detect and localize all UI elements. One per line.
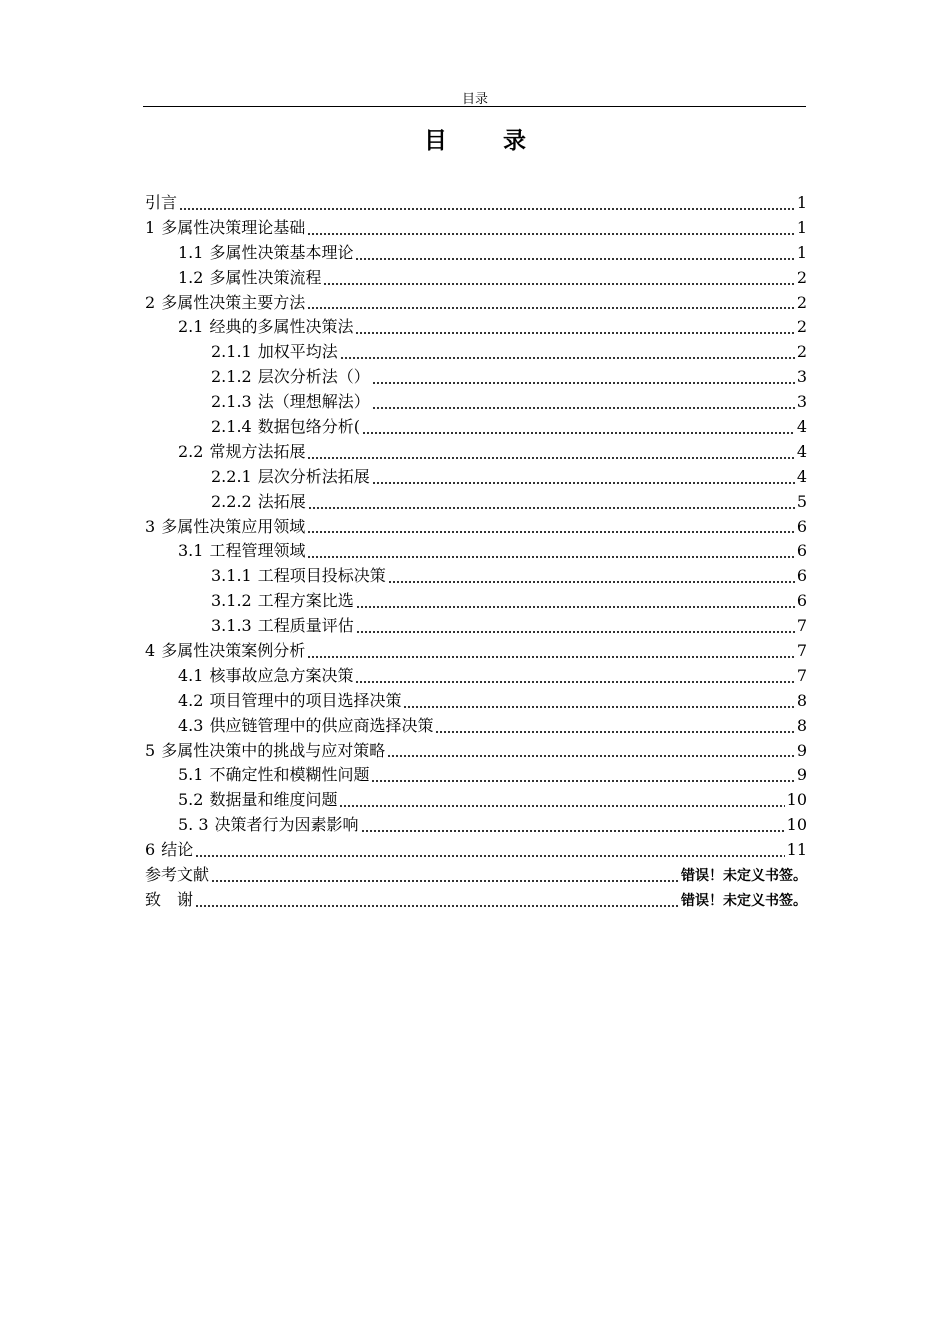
toc-entry-label: 不确定性和模糊性问题 <box>209 765 370 785</box>
toc-entry[interactable] <box>145 613 807 638</box>
toc-entry-label: 致 谢 <box>145 889 194 909</box>
running-header: 目录 <box>461 92 488 107</box>
toc-bookmark-error: 错误！未定义书签。 <box>681 868 807 885</box>
toc-entry-label: 多属性决策流程 <box>209 267 322 287</box>
toc-entry[interactable] <box>145 812 807 837</box>
toc-entry-label: 工程质量评估 <box>257 616 354 636</box>
toc-entry-number: 4.2 <box>178 690 204 710</box>
dot-leader <box>307 222 795 236</box>
toc-entry-label: 经典的多属性决策法 <box>209 317 354 337</box>
toc-entry-label: 多属性决策理论基础 <box>161 217 306 237</box>
toc-entry[interactable] <box>145 588 807 613</box>
toc-entry-label: 数据包络分析( <box>257 417 360 437</box>
toc-entry-number: 1.2 <box>178 267 204 287</box>
toc-entry-number: 2.1.4 <box>211 417 252 437</box>
dot-leader <box>355 670 794 684</box>
toc-entry-page: 2 <box>796 317 807 337</box>
toc-entry-label: 法拓展 <box>257 491 306 511</box>
toc-entry-page: 8 <box>796 715 807 735</box>
toc-entry-number: 2.2.2 <box>211 491 252 511</box>
toc-entry[interactable] <box>145 364 807 389</box>
toc-entry-label: 供应链管理中的供应商选择决策 <box>209 715 434 735</box>
dot-leader <box>307 645 795 659</box>
toc-entry-number: 3.1.3 <box>211 616 252 636</box>
dot-leader <box>403 695 794 709</box>
toc-entry[interactable] <box>145 314 807 339</box>
toc-entry-number: 5. 3 <box>178 815 209 835</box>
toc-entry-label: 核事故应急方案决策 <box>209 665 354 685</box>
toc-entry[interactable] <box>145 887 807 912</box>
toc-entry-page: 6 <box>796 566 807 586</box>
toc-entry[interactable] <box>145 787 807 812</box>
toc-entry-number: 2.1.3 <box>211 392 252 412</box>
toc-entry[interactable] <box>145 663 807 688</box>
dot-leader <box>372 396 795 410</box>
toc-entry-number: 2.1.2 <box>211 367 252 387</box>
dot-leader <box>307 520 795 534</box>
toc-entry[interactable] <box>145 762 807 787</box>
toc-entry[interactable] <box>145 414 807 439</box>
toc-entry-number: 4.1 <box>178 665 204 685</box>
dot-leader <box>356 595 795 609</box>
toc-entry-label: 工程管理领域 <box>209 541 306 561</box>
toc-entry-page: 1 <box>796 242 807 262</box>
toc-entry[interactable] <box>145 837 807 862</box>
toc-entry[interactable] <box>145 713 807 738</box>
toc-entry-label: 工程项目投标决策 <box>257 566 386 586</box>
toc-entry[interactable] <box>145 439 807 464</box>
dot-leader <box>388 570 795 584</box>
toc-entry-number: 2.2 <box>178 441 204 461</box>
toc-entry-page: 3 <box>796 367 807 387</box>
toc-entry-label: 数据量和维度问题 <box>209 790 338 810</box>
toc-entry[interactable] <box>145 538 807 563</box>
toc-entry-label: 引言 <box>145 193 178 212</box>
toc-entry-page: 4 <box>796 441 807 461</box>
toc-entry[interactable] <box>145 688 807 713</box>
toc-entry-page: 2 <box>796 342 807 362</box>
toc-entry-page: 6 <box>796 516 807 536</box>
table-of-contents <box>145 190 807 912</box>
toc-entry-label: 法（理想解法） <box>257 392 370 412</box>
dot-leader <box>371 769 794 783</box>
dot-leader <box>372 471 795 485</box>
dot-leader <box>356 620 795 634</box>
toc-entry[interactable] <box>145 290 807 315</box>
toc-entry-number: 5.2 <box>178 790 204 810</box>
toc-entry-page: 2 <box>796 267 807 287</box>
toc-entry-page: 6 <box>796 541 807 561</box>
toc-entry-number: 5 <box>145 740 156 760</box>
toc-entry[interactable] <box>145 190 807 215</box>
toc-bookmark-error: 错误！未定义书签。 <box>681 892 807 909</box>
header-rule <box>143 106 806 107</box>
toc-entry[interactable] <box>145 862 807 887</box>
toc-entry-label: 工程方案比选 <box>257 591 354 611</box>
toc-entry[interactable] <box>145 389 807 414</box>
toc-entry[interactable] <box>145 738 807 763</box>
toc-entry-number: 6 <box>145 840 156 860</box>
toc-entry-page: 1 <box>796 217 807 237</box>
dot-leader <box>435 720 794 734</box>
toc-entry-label: 多属性决策主要方法 <box>161 292 306 312</box>
toc-entry-label: 多属性决策应用领域 <box>161 516 306 536</box>
toc-entry-label: 层次分析法拓展 <box>257 466 370 486</box>
dot-leader <box>307 296 795 310</box>
toc-entry-number: 2.1 <box>178 317 204 337</box>
toc-entry-label: 项目管理中的项目选择决策 <box>209 690 402 710</box>
dot-leader <box>323 272 794 286</box>
toc-entry-page: 7 <box>796 641 807 661</box>
dot-leader <box>211 869 679 883</box>
dot-leader <box>355 321 794 335</box>
toc-entry-page: 9 <box>796 765 807 785</box>
dot-leader <box>179 197 795 211</box>
toc-entry-label: 多属性决策中的挑战与应对策略 <box>161 740 386 760</box>
toc-entry-label: 加权平均法 <box>257 342 338 362</box>
toc-entry-label: 常规方法拓展 <box>209 441 306 461</box>
toc-entry-label: 参考文献 <box>145 865 210 885</box>
toc-entry[interactable] <box>145 464 807 489</box>
dot-leader <box>308 496 795 510</box>
dot-leader <box>355 247 794 261</box>
toc-entry-page: 4 <box>796 466 807 486</box>
toc-entry-number: 2.2.1 <box>211 466 252 486</box>
toc-entry-page: 7 <box>796 616 807 636</box>
toc-entry-page: 4 <box>796 417 807 437</box>
toc-entry-label: 结论 <box>161 840 194 860</box>
toc-entry-page: 5 <box>796 491 807 511</box>
toc-entry-page: 10 <box>786 790 807 810</box>
toc-entry[interactable] <box>145 265 807 290</box>
dot-leader <box>195 894 679 908</box>
toc-entry-page: 7 <box>796 665 807 685</box>
toc-entry-number: 3.1.2 <box>211 591 252 611</box>
toc-entry-page: 3 <box>796 392 807 412</box>
toc-entry-number: 3.1 <box>178 541 204 561</box>
toc-entry-page: 6 <box>796 591 807 611</box>
toc-entry[interactable] <box>145 240 807 265</box>
toc-entry[interactable] <box>145 339 807 364</box>
dot-leader <box>307 446 794 460</box>
toc-entry-page: 2 <box>796 292 807 312</box>
toc-entry[interactable] <box>145 489 807 514</box>
dot-leader <box>339 794 784 808</box>
toc-entry[interactable] <box>145 514 807 539</box>
dot-leader <box>361 819 785 833</box>
toc-entry-page: 10 <box>786 815 807 835</box>
toc-entry-label: 多属性决策基本理论 <box>209 242 354 262</box>
toc-entry-page: 9 <box>796 740 807 760</box>
dot-leader <box>340 346 795 360</box>
dot-leader <box>195 844 784 858</box>
dot-leader <box>307 545 794 559</box>
dot-leader <box>372 371 795 385</box>
toc-entry[interactable] <box>145 563 807 588</box>
toc-entry[interactable] <box>145 215 807 240</box>
toc-entry-number: 4 <box>145 641 156 661</box>
toc-entry-number: 3.1.1 <box>211 566 252 586</box>
toc-entry-label: 层次分析法（） <box>257 367 370 387</box>
toc-entry-number: 5.1 <box>178 765 204 785</box>
page-title: 目 录 <box>423 128 550 154</box>
toc-entry-label: 决策者行为因素影响 <box>214 815 359 835</box>
dot-leader <box>362 421 795 435</box>
toc-entry-page: 11 <box>786 840 807 860</box>
toc-entry[interactable] <box>145 638 807 663</box>
toc-entry-number: 2.1.1 <box>211 342 252 362</box>
toc-entry-number: 2 <box>145 292 156 312</box>
toc-entry-number: 3 <box>145 516 156 536</box>
toc-entry-page: 8 <box>796 690 807 710</box>
dot-leader <box>387 744 795 758</box>
toc-entry-number: 4.3 <box>178 715 204 735</box>
toc-entry-number: 1 <box>145 217 156 237</box>
toc-entry-page: 1 <box>796 193 807 212</box>
toc-entry-number: 1.1 <box>178 242 204 262</box>
toc-entry-label: 多属性决策案例分析 <box>161 641 306 661</box>
